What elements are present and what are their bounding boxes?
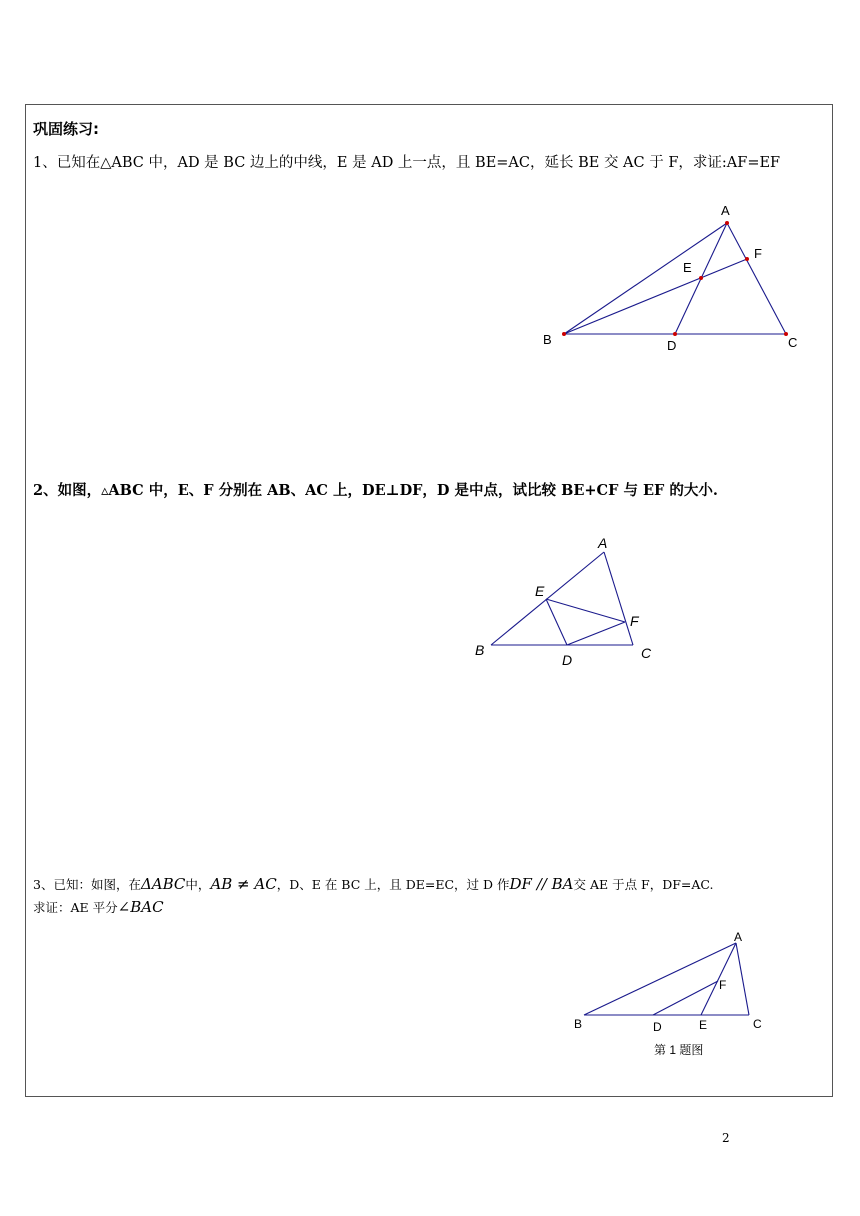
figure-3 xyxy=(565,925,780,1065)
question-1-text: 1、已知在△ABC 中，AD 是 BC 边上的中线，E 是 AD 上一点，且 BE=AC，延长 BE 交 AC 于 F，求证:AF=EF xyxy=(33,155,781,171)
q3-ab-neq-ac: AB ≠ AC xyxy=(210,875,277,893)
question-2-text: 2、如图，▵ABC 中，E、F 分别在 AB、AC 上，DE⊥DF，D 是中点，试比较 BE+CF 与 EF 的大小. xyxy=(33,482,718,499)
fig1-label-d: D xyxy=(667,338,677,353)
fig2-segment-ef xyxy=(546,599,625,622)
fig1-label-e: E xyxy=(683,260,692,275)
fig2-label-a: A xyxy=(598,535,608,551)
fig1-label-f: F xyxy=(754,246,762,261)
question-3-text xyxy=(33,873,825,919)
q3-angle-bac: ∠BAC xyxy=(117,898,164,916)
fig1-point-b xyxy=(562,332,566,336)
q3-text-part: ，D、E 在 BC 上，且 DE=EC，过 D 作 xyxy=(276,877,510,892)
fig1-segment-ac xyxy=(727,223,786,334)
fig3-caption: 第 1 题图 xyxy=(654,1043,704,1057)
question-3-line-2 xyxy=(33,896,825,919)
fig3-segment-ba xyxy=(584,943,736,1015)
fig1-point-d xyxy=(673,332,677,336)
fig2-label-e: E xyxy=(535,583,545,599)
q3-triangle-abc: ΔABC xyxy=(140,875,186,893)
fig2-label-f: F xyxy=(630,613,639,629)
fig3-label-a: A xyxy=(734,930,743,944)
fig3-label-c: C xyxy=(753,1017,762,1031)
fig1-point-f xyxy=(745,257,749,261)
page-number: 2 xyxy=(722,1131,730,1145)
fig2-label-c: C xyxy=(641,645,652,661)
fig2-segment-ed xyxy=(546,599,567,645)
fig3-label-f: F xyxy=(719,978,727,992)
fig2-label-b: B xyxy=(475,642,485,658)
q3-df-parallel-ba: DF // BA xyxy=(509,875,574,893)
fig1-point-e xyxy=(699,276,703,280)
fig1-label-a: A xyxy=(721,203,730,218)
fig2-label-d: D xyxy=(562,652,573,668)
fig3-label-d: D xyxy=(653,1020,662,1034)
figure-2 xyxy=(470,530,670,675)
figure-1 xyxy=(530,200,810,360)
fig1-label-c: C xyxy=(788,335,798,350)
question-3-line-1 xyxy=(33,873,825,896)
fig2-segment-ac xyxy=(604,552,633,645)
fig3-segment-ac xyxy=(736,943,749,1015)
q3-text-part: 中， xyxy=(185,877,211,892)
q3-text-part: 求证：AE 平分 xyxy=(33,900,118,915)
section-heading: 巩固练习: xyxy=(33,120,99,138)
fig1-label-b: B xyxy=(543,332,552,347)
fig1-point-a xyxy=(725,221,729,225)
fig1-segment-bf xyxy=(564,259,747,334)
q3-text-part: 交 AE 于点 F，DF=AC. xyxy=(573,877,714,892)
fig2-segment-ba xyxy=(491,552,604,645)
fig3-segment-df xyxy=(653,981,718,1015)
fig3-label-b: B xyxy=(574,1017,583,1031)
fig2-segment-df xyxy=(567,622,625,645)
fig3-label-e: E xyxy=(699,1018,708,1032)
q3-text-part: 3、已知：如图，在 xyxy=(33,877,141,892)
